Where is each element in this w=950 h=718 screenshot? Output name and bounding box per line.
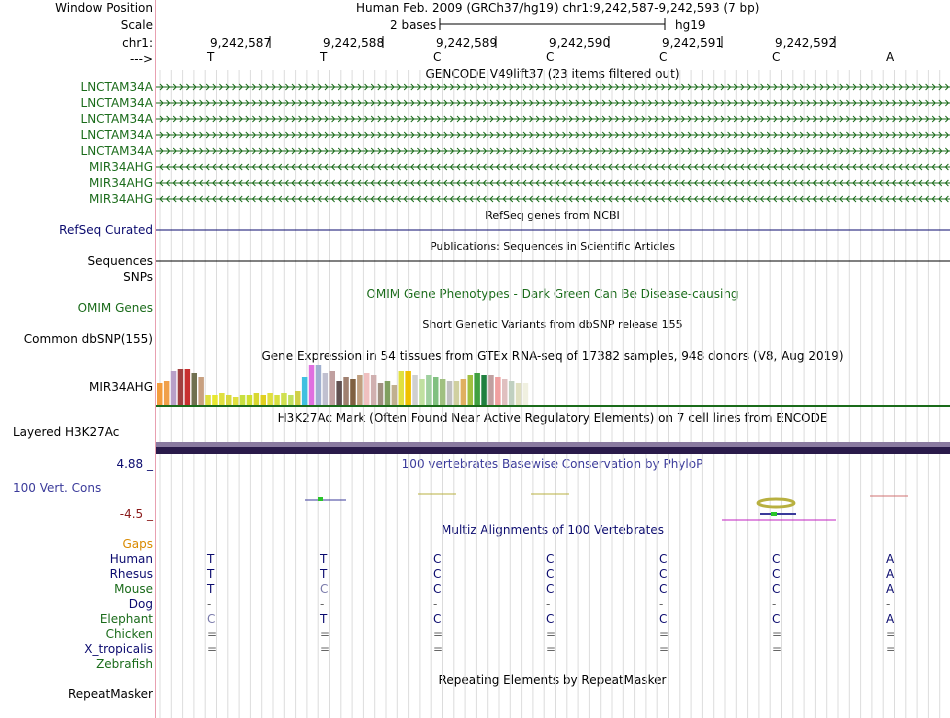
gencode-gene-lines[interactable] <box>156 84 950 202</box>
alignment-base: = <box>546 642 557 656</box>
alignment-base: = <box>772 627 783 641</box>
alignment-base: = <box>320 642 331 656</box>
alignment-base: = <box>207 642 218 656</box>
position-label: 9,242,592 <box>775 36 837 50</box>
scale-bar <box>440 18 665 30</box>
chrom-label: chr1: <box>122 36 153 50</box>
gene-label[interactable]: MIR34AHG <box>88 176 153 190</box>
gtex-bar[interactable] <box>192 373 198 405</box>
reference-base: C <box>772 50 781 64</box>
reference-base: C <box>546 50 555 64</box>
gtex-bar[interactable] <box>309 365 315 405</box>
alignment-base: C <box>772 552 781 566</box>
alignment-base: T <box>207 567 215 581</box>
dbsnp-title[interactable]: Short Genetic Variants from dbSNP release 155 <box>422 318 683 331</box>
h3k27ac-title[interactable]: H3K27Ac Mark (Often Found Near Active Regulatory Elements) on 7 cell lines from ENCODE <box>277 411 828 425</box>
h3k27ac-signal-light[interactable] <box>156 442 950 447</box>
alignment-base: C <box>659 612 668 626</box>
gtex-bar[interactable] <box>198 377 204 405</box>
position-label: 9,242,590 <box>549 36 611 50</box>
species-label-dog[interactable]: Dog <box>128 597 153 611</box>
alignment-base: - <box>886 597 891 611</box>
alignment-base: = <box>207 627 218 641</box>
alignment-base: A <box>886 612 895 626</box>
reference-base: A <box>886 50 895 64</box>
gene-label[interactable]: LNCTAM34A <box>80 112 153 126</box>
alignment-base: T <box>320 612 328 626</box>
window-position-label: Window Position <box>55 1 153 15</box>
alignment-base: - <box>546 597 551 611</box>
alignment-base: T <box>320 567 328 581</box>
assembly-title: Human Feb. 2009 (GRCh37/hg19) chr1:9,242,587-9,242,593 (7 bp) <box>356 1 760 15</box>
alignment-base: C <box>546 612 555 626</box>
gtex-tissue-bars[interactable] <box>157 365 528 405</box>
alignment-base: = <box>659 627 670 641</box>
gtex-label[interactable]: MIR34AHG <box>88 380 153 394</box>
cons-min-label: -4.5 _ <box>119 507 153 521</box>
alignment-base: T <box>207 582 215 596</box>
position-label: 9,242,587 <box>210 36 272 50</box>
conservation-title[interactable]: 100 vertebrates Basewise Conservation by PhyloP <box>401 457 704 471</box>
alignment-base: C <box>433 567 442 581</box>
reference-base: T <box>207 50 215 64</box>
species-label-human[interactable]: Human <box>109 552 153 566</box>
alignment-base: C <box>772 612 781 626</box>
refseq-label[interactable]: RefSeq Curated <box>59 223 153 237</box>
gtex-bar[interactable] <box>267 393 273 405</box>
alignment-base: - <box>772 597 777 611</box>
alignment-base: C <box>207 612 216 626</box>
gtex-bar[interactable] <box>468 375 474 405</box>
gtex-bar[interactable] <box>426 375 432 405</box>
gtex-bar[interactable] <box>523 383 529 405</box>
gtex-bar[interactable] <box>447 381 453 405</box>
alignment-base: - <box>433 597 438 611</box>
cons-max-label: 4.88 _ <box>116 457 153 471</box>
gtex-bar[interactable] <box>247 395 253 405</box>
gtex-bar[interactable] <box>488 375 494 405</box>
gtex-bar[interactable] <box>502 379 508 405</box>
gtex-bar[interactable] <box>212 395 218 405</box>
alignment-base: - <box>659 597 664 611</box>
position-label: 9,242,588 <box>323 36 385 50</box>
alignment-base: C <box>546 567 555 581</box>
gtex-bar[interactable] <box>364 373 370 405</box>
reference-base: T <box>320 50 328 64</box>
h3k27ac-signal-dark[interactable] <box>156 447 950 454</box>
gtex-bar[interactable] <box>302 377 308 405</box>
gtex-bar[interactable] <box>316 365 322 405</box>
publications-label[interactable]: Sequences <box>87 254 153 268</box>
alignment-base: = <box>886 642 897 656</box>
species-label-x-tropicalis[interactable]: X_tropicalis <box>84 642 153 656</box>
gene-label[interactable]: LNCTAM34A <box>80 96 153 110</box>
gtex-bar[interactable] <box>274 395 280 405</box>
alignment-base: C <box>659 552 668 566</box>
alignment-base: C <box>772 582 781 596</box>
gtex-bar[interactable] <box>157 383 163 405</box>
gene-label[interactable]: MIR34AHG <box>88 160 153 174</box>
omim-title[interactable]: OMIM Gene Phenotypes - Dark Green Can Be Disease-causing <box>366 287 739 301</box>
gtex-bar[interactable] <box>185 369 191 405</box>
snps-label[interactable]: SNPs <box>123 270 153 284</box>
gtex-bar[interactable] <box>461 379 467 405</box>
gtex-bar[interactable] <box>371 375 377 405</box>
alignment-base: = <box>659 642 670 656</box>
alignment-base: = <box>320 627 331 641</box>
alignment-base: = <box>886 627 897 641</box>
species-label-rhesus[interactable]: Rhesus <box>109 567 153 581</box>
species-label-mouse[interactable]: Mouse <box>114 582 153 596</box>
gtex-bar[interactable] <box>205 395 211 405</box>
gtex-bar[interactable] <box>164 381 170 405</box>
gtex-bar[interactable] <box>399 371 405 405</box>
phylop-glyphs <box>305 494 908 520</box>
gtex-bar[interactable] <box>226 395 232 405</box>
gtex-bar[interactable] <box>343 377 349 405</box>
gtex-bar[interactable] <box>350 379 356 405</box>
gtex-bar[interactable] <box>509 381 515 405</box>
gtex-bar[interactable] <box>516 383 522 405</box>
alignment-base: C <box>772 567 781 581</box>
publications-title[interactable]: Publications: Sequences in Scientific Articles <box>430 240 675 253</box>
refseq-title[interactable]: RefSeq genes from NCBI <box>485 209 620 222</box>
gtex-bar[interactable] <box>419 379 425 405</box>
gtex-bar[interactable] <box>254 393 260 405</box>
gaps-label[interactable]: Gaps <box>122 537 153 551</box>
gtex-bar[interactable] <box>433 377 439 405</box>
multiz-title[interactable]: Multiz Alignments of 100 Vertebrates <box>440 523 665 537</box>
gtex-bar[interactable] <box>240 395 246 405</box>
species-label-elephant[interactable]: Elephant <box>99 612 153 626</box>
gtex-bar[interactable] <box>405 371 411 405</box>
strand-label: ---> <box>129 52 153 66</box>
repeatmasker-title[interactable]: Repeating Elements by RepeatMasker <box>438 673 667 687</box>
scale-label: Scale <box>120 18 153 32</box>
gtex-bar[interactable] <box>171 371 177 405</box>
scale-db: hg19 <box>675 18 706 32</box>
omim-label[interactable]: OMIM Genes <box>77 301 153 315</box>
position-label: 9,242,589 <box>436 36 498 50</box>
gtex-bar[interactable] <box>392 385 398 405</box>
alignment-base: C <box>433 582 442 596</box>
alignment-base: C <box>546 582 555 596</box>
dbsnp-label[interactable]: Common dbSNP(155) <box>23 332 153 346</box>
alignment-base: C <box>320 582 329 596</box>
alignment-base: = <box>546 627 557 641</box>
alignment-base: = <box>433 642 444 656</box>
gtex-bar[interactable] <box>178 369 184 405</box>
gtex-bar[interactable] <box>385 381 391 405</box>
h3k27ac-label[interactable]: Layered H3K27Ac <box>13 425 120 439</box>
gtex-bar[interactable] <box>481 375 487 405</box>
species-label-chicken[interactable]: Chicken <box>105 627 153 641</box>
reference-base: C <box>433 50 442 64</box>
gtex-bar[interactable] <box>323 373 329 405</box>
gtex-bar[interactable] <box>330 371 336 405</box>
gtex-bar[interactable] <box>288 395 294 405</box>
alignment-base: A <box>886 582 895 596</box>
gencode-title[interactable]: GENCODE V49lift37 (23 items filtered out) <box>425 67 680 81</box>
repeatmasker-label[interactable]: RepeatMasker <box>67 687 153 701</box>
gtex-bar[interactable] <box>219 393 225 405</box>
gene-label[interactable]: LNCTAM34A <box>80 128 153 142</box>
gtex-bar[interactable] <box>495 377 501 405</box>
alignment-base: A <box>886 552 895 566</box>
alignment-base: T <box>207 552 215 566</box>
gtex-bar[interactable] <box>281 393 287 405</box>
alignment-base: T <box>320 552 328 566</box>
gtex-bar[interactable] <box>261 395 267 405</box>
gtex-bar[interactable] <box>454 381 460 405</box>
gene-label[interactable]: LNCTAM34A <box>80 80 153 94</box>
alignment-base: - <box>320 597 325 611</box>
position-label: 9,242,591 <box>662 36 724 50</box>
alignment-base: = <box>433 627 444 641</box>
gtex-bar[interactable] <box>378 383 384 405</box>
reference-base: C <box>659 50 668 64</box>
alignment-base: C <box>433 612 442 626</box>
alignment-base: C <box>659 582 668 596</box>
species-label-zebrafish[interactable]: Zebrafish <box>96 657 153 671</box>
gtex-bar[interactable] <box>295 391 301 405</box>
alignment-base: - <box>207 597 212 611</box>
alignment-base: C <box>433 552 442 566</box>
alignment-base: C <box>659 567 668 581</box>
gtex-title[interactable]: Gene Expression in 54 tissues from GTEx RNA-seq of 17382 samples, 948 donors (V8, Aug 2019) <box>261 349 844 363</box>
alignment-base: A <box>886 567 895 581</box>
gene-label[interactable]: MIR34AHG <box>88 192 153 206</box>
gtex-bar[interactable] <box>440 379 446 405</box>
gtex-bar[interactable] <box>474 373 480 405</box>
gtex-bar[interactable] <box>233 397 239 405</box>
ruler-ticks <box>270 36 835 48</box>
gene-label[interactable]: LNCTAM34A <box>80 144 153 158</box>
alignment-base: = <box>772 642 783 656</box>
gtex-bar[interactable] <box>336 381 342 405</box>
gtex-bar[interactable] <box>357 375 363 405</box>
conservation-label[interactable]: 100 Vert. Cons <box>13 481 102 495</box>
gtex-bar[interactable] <box>412 375 418 405</box>
alignment-base: C <box>546 552 555 566</box>
scale-text: 2 bases <box>390 18 437 32</box>
